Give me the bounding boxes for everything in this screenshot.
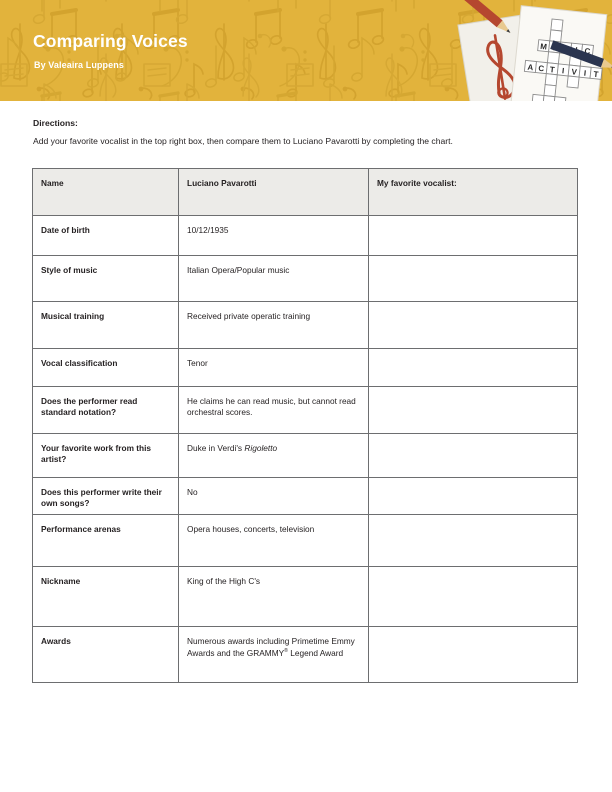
row-label: Does the performer read standard notation? (33, 387, 179, 434)
row-label: Performance arenas (33, 515, 179, 567)
row-answer-blank[interactable] (369, 515, 578, 567)
page-byline: By Valeaira Luppens (34, 60, 124, 70)
row-label: Does this performer write their own songs? (33, 478, 179, 515)
table-row (33, 216, 578, 256)
table-row (33, 302, 578, 349)
row-answer-blank[interactable] (369, 434, 578, 478)
directions-label: Directions: (33, 118, 78, 128)
row-label: Awards (33, 627, 179, 683)
registered-trademark-icon: ® (284, 647, 288, 654)
awards-suffix: Legend Award (287, 647, 344, 658)
awards-prefix: Numerous awards including Primetime Emmy Awards and the GRAMMY (187, 636, 355, 658)
row-value-pavarotti (179, 434, 369, 478)
row-answer-blank[interactable] (369, 349, 578, 387)
row-label: Nickname (33, 567, 179, 627)
row-label: Your favorite work from this artist? (33, 434, 179, 478)
svg-text:C: C (537, 63, 545, 74)
row-answer-blank[interactable] (369, 627, 578, 683)
row-value-pavarotti: 10/12/1935 (179, 216, 369, 256)
row-answer-blank[interactable] (369, 216, 578, 256)
table-row (33, 627, 578, 683)
table-row (33, 515, 578, 567)
music-activity-illustration (436, 0, 612, 101)
svg-text:V: V (570, 67, 578, 77)
row-answer-blank[interactable] (369, 567, 578, 627)
row-label: Date of birth (33, 216, 179, 256)
row-answer-blank[interactable] (369, 478, 578, 515)
svg-text:I: I (583, 68, 587, 78)
table-row (33, 434, 578, 478)
page-header-band (0, 0, 612, 101)
column-header-name: Name (33, 169, 179, 216)
column-header-pavarotti: Luciano Pavarotti (179, 169, 369, 216)
row-answer-blank[interactable] (369, 387, 578, 434)
row-answer-blank[interactable] (369, 302, 578, 349)
row-value-pavarotti: He claims he can read music, but cannot read orchestral scores. (179, 387, 369, 434)
row-value-pavarotti (179, 627, 369, 683)
comparison-chart-table (32, 168, 578, 683)
row-value-pavarotti: No (179, 478, 369, 515)
row-value-pavarotti: Opera houses, concerts, television (179, 515, 369, 567)
table-header-row (33, 169, 578, 216)
svg-text:M: M (539, 41, 548, 52)
row-value-pavarotti: Italian Opera/Popular music (179, 256, 369, 302)
work-title-italic: Rigoletto (244, 443, 278, 453)
svg-text:I: I (561, 66, 565, 76)
work-prefix: Duke in Verdi's (187, 443, 245, 453)
row-value-pavarotti: King of the High C's (179, 567, 369, 627)
page-title: Comparing Voices (33, 31, 188, 51)
svg-text:C: C (584, 46, 591, 57)
row-label: Style of music (33, 256, 179, 302)
table-row (33, 478, 578, 515)
svg-text:T: T (593, 69, 599, 80)
row-value-pavarotti: Tenor (179, 349, 369, 387)
row-label: Vocal classification (33, 349, 179, 387)
directions-block (33, 119, 581, 146)
svg-text:T: T (549, 65, 556, 75)
table-row (33, 349, 578, 387)
svg-text:A: A (527, 62, 534, 73)
table-row (33, 387, 578, 434)
table-row (33, 567, 578, 627)
column-header-my-favorite: My favorite vocalist: (369, 169, 578, 216)
row-label: Musical training (33, 302, 179, 349)
row-answer-blank[interactable] (369, 256, 578, 302)
table-row (33, 256, 578, 302)
directions-text: Add your favorite vocalist in the top right box, then compare them to Luciano Pavarotti by completing the chart. (33, 135, 453, 146)
row-value-pavarotti: Received private operatic training (179, 302, 369, 349)
